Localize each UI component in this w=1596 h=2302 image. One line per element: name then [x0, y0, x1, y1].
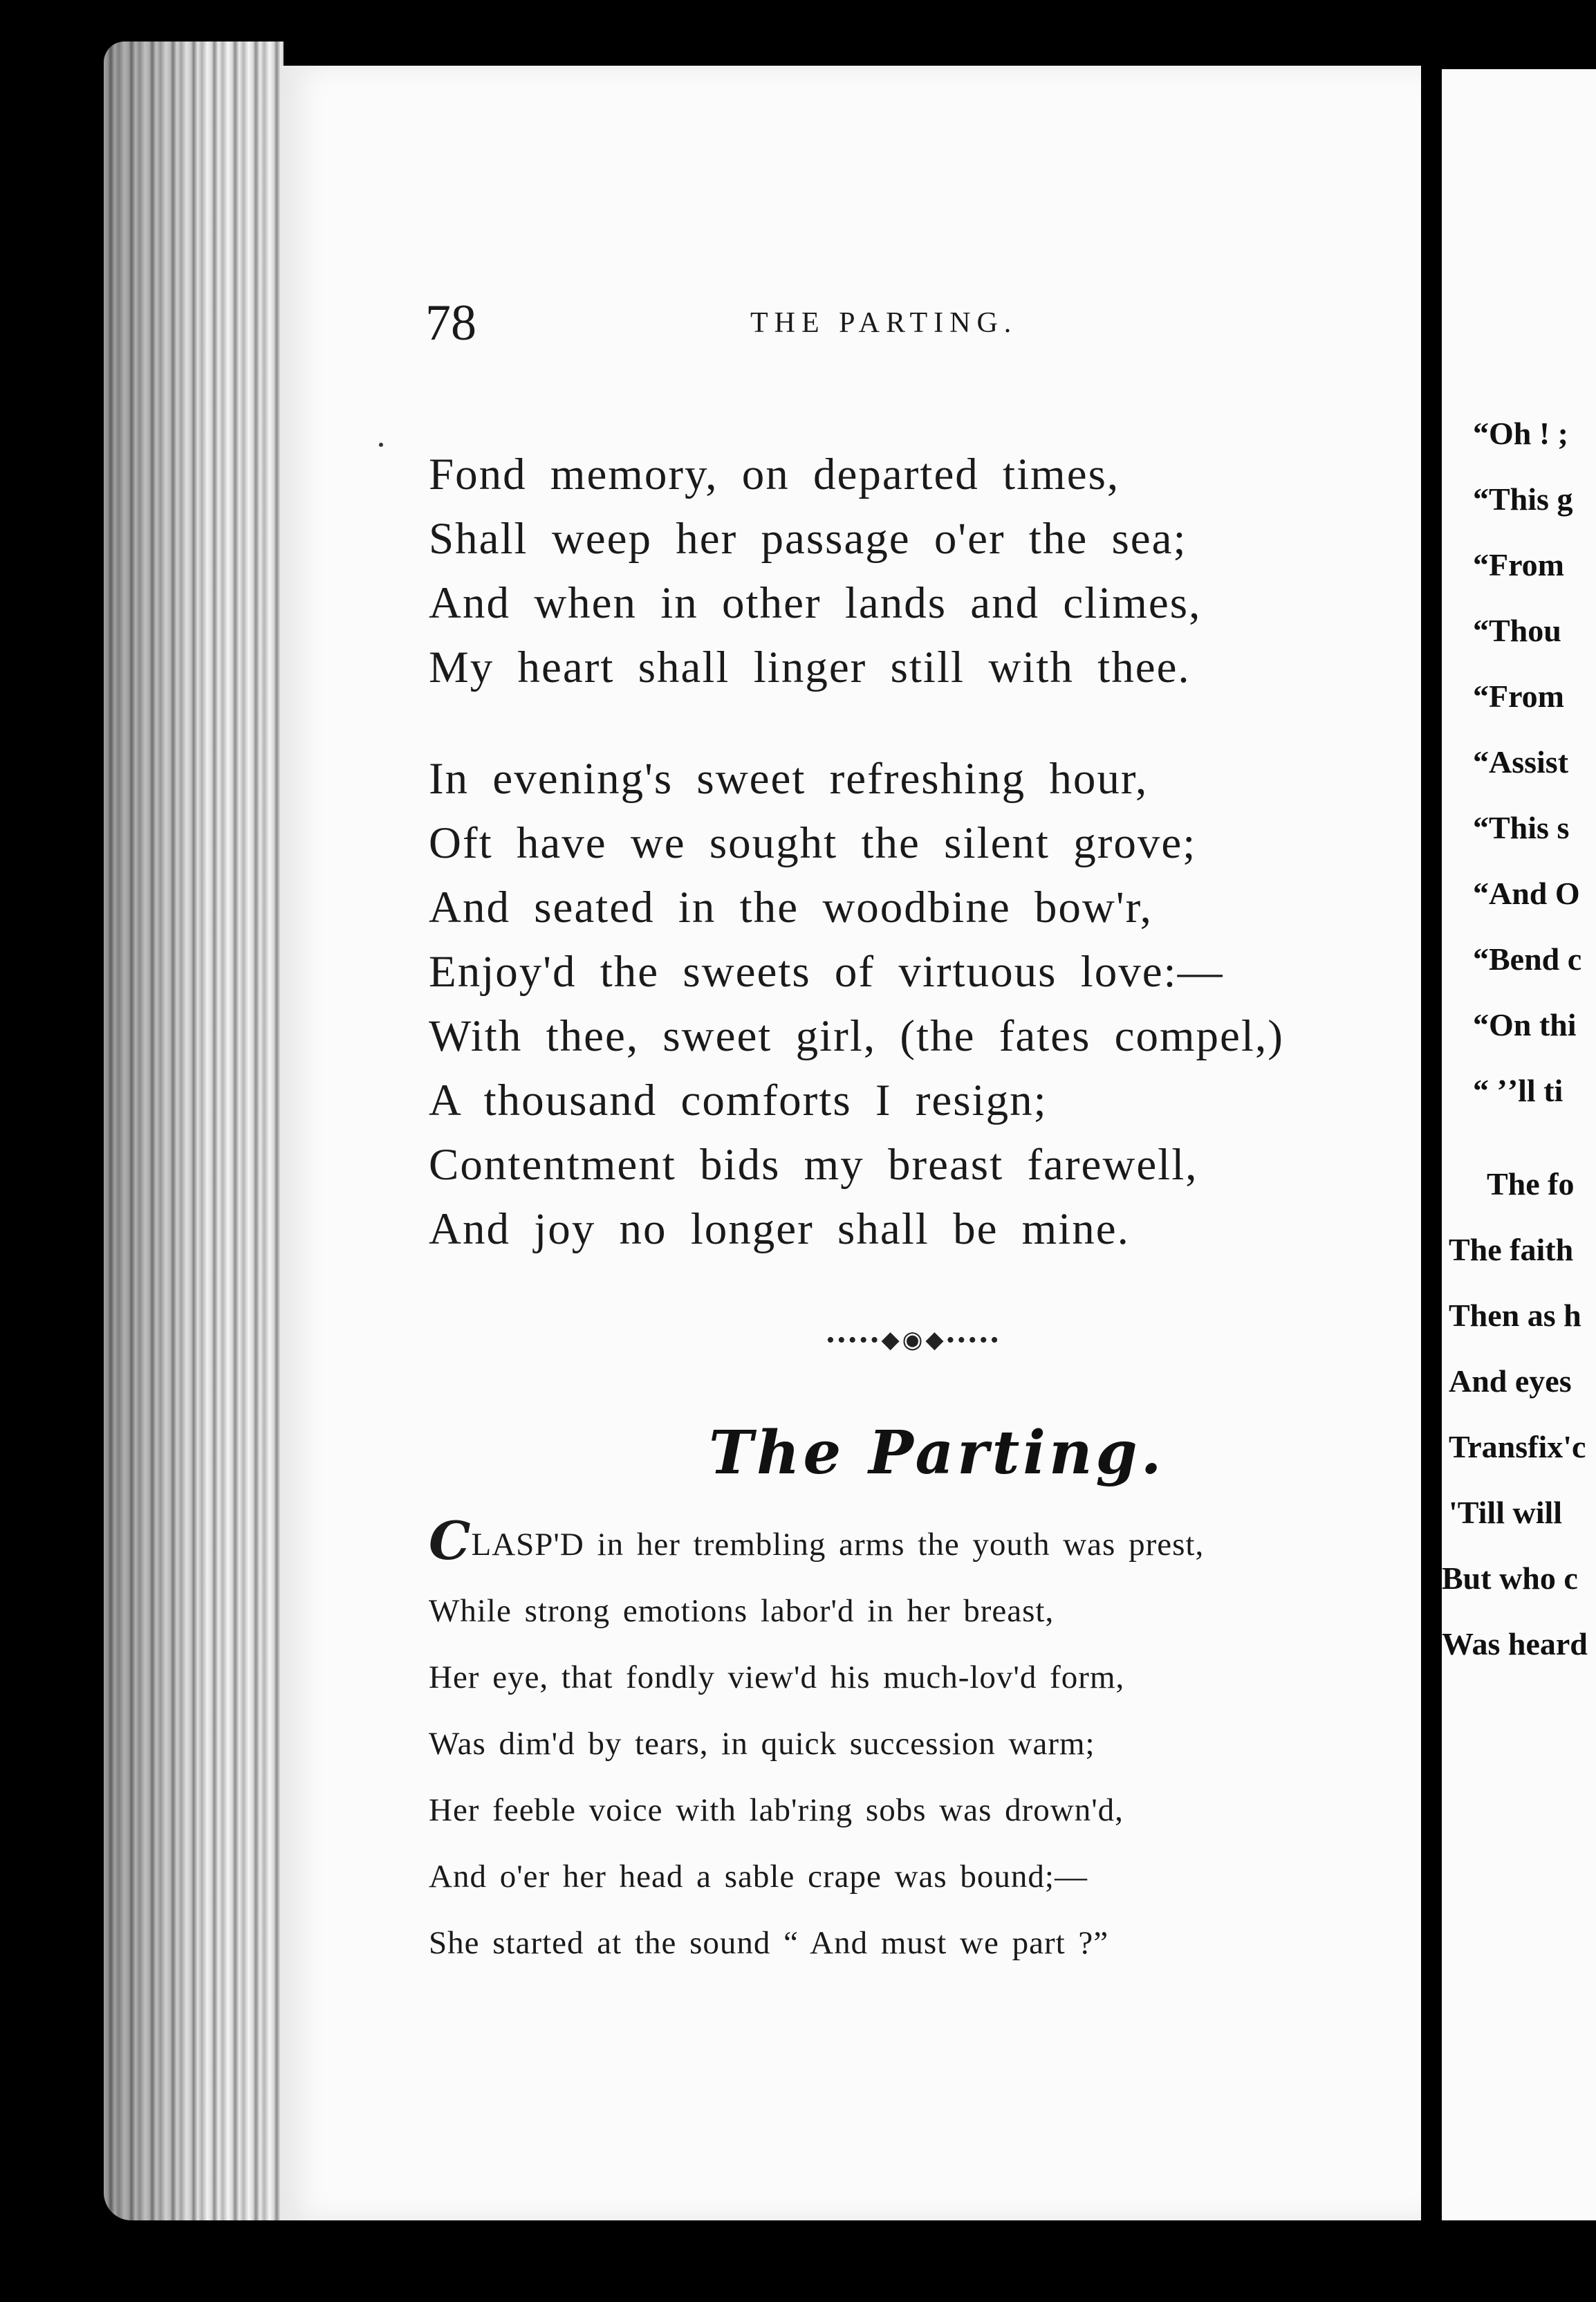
fragment-line: Then as h [1449, 1298, 1581, 1333]
running-head: THE PARTING. [750, 307, 1018, 339]
fragment-line: “From [1473, 679, 1565, 714]
fragment-line: “Oh ! ; [1473, 416, 1568, 451]
fragment-line: And eyes [1449, 1363, 1572, 1399]
fragment-line: The faith [1449, 1232, 1574, 1267]
fragment-line: “ ʼʼll ti [1473, 1073, 1563, 1108]
fragment-line: “This g [1473, 481, 1573, 517]
margin-speck [379, 443, 383, 447]
fragment-line: “This s [1473, 810, 1570, 845]
verse-line: Enjoy'd the sweets of virtuous love:— [429, 947, 1224, 997]
poem-the-parting [429, 1511, 1204, 1976]
verse-line: A thousand comforts I resign; [429, 1076, 1048, 1125]
page-header [425, 294, 1324, 398]
page-number: 78 [425, 295, 476, 351]
verse-line: And o'er her head a sable crape was bound;— [429, 1859, 1088, 1895]
fragment-line: “From [1473, 547, 1565, 582]
fragment-line: “Bend c [1473, 941, 1582, 977]
first-line [429, 1511, 1204, 1578]
verse-line: And joy no longer shall be mine. [429, 1204, 1130, 1254]
fragment-line: But who c [1442, 1560, 1578, 1596]
fragment-line: “And O [1473, 876, 1580, 911]
verse-line: And when in other lands and climes, [429, 578, 1202, 628]
verse-line: Contentment bids my breast farewell, [429, 1140, 1198, 1190]
page-edges [104, 42, 284, 2220]
fragment-line: Transfix'c [1449, 1429, 1586, 1464]
verse-line: Shall weep her passage o'er the sea; [429, 514, 1187, 564]
verse-line: She started at the sound “ And must we part ?” [429, 1925, 1109, 1961]
ornament-divider: •••••◆◉◆••••• [826, 1327, 1001, 1353]
fragment-line: “On thi [1473, 1007, 1577, 1042]
verse-line: Was dim'd by tears, in quick succession warm; [429, 1726, 1095, 1762]
stanza-2 [429, 747, 1284, 1262]
verse-line: Her eye, that fondly view'd his much-lov'd form, [429, 1659, 1125, 1695]
drop-cap: C [429, 1510, 472, 1572]
fragment-line: 'Till will [1449, 1495, 1563, 1530]
stanza-1 [429, 443, 1201, 700]
fragment-line: The fo [1487, 1166, 1575, 1201]
fragment-line: “Thou [1473, 613, 1561, 648]
verse-line: Fond memory, on departed times, [429, 450, 1120, 499]
fragment-line: “Assist [1473, 744, 1569, 780]
left-page [280, 66, 1421, 2220]
verse-line: My heart shall linger still with thee. [429, 643, 1191, 692]
verse-line: Oft have we sought the silent grove; [429, 818, 1197, 868]
verse-line: With thee, sweet girl, (the fates compel,) [429, 1011, 1284, 1061]
right-page [1442, 69, 1596, 2220]
verse-line: And seated in the woodbine bow'r, [429, 883, 1153, 932]
first-line-text: LASP'D in her trembling arms the youth was prest, [471, 1527, 1205, 1563]
fragment-line: Was heard [1442, 1626, 1588, 1661]
verse-line: While strong emotions labor'd in her breast, [429, 1593, 1055, 1629]
section-title: The Parting. [709, 1418, 1165, 1488]
verse-line: In evening's sweet refreshing hour, [429, 754, 1149, 804]
verse-line: Her feeble voice with lab'ring sobs was drown'd, [429, 1792, 1124, 1828]
